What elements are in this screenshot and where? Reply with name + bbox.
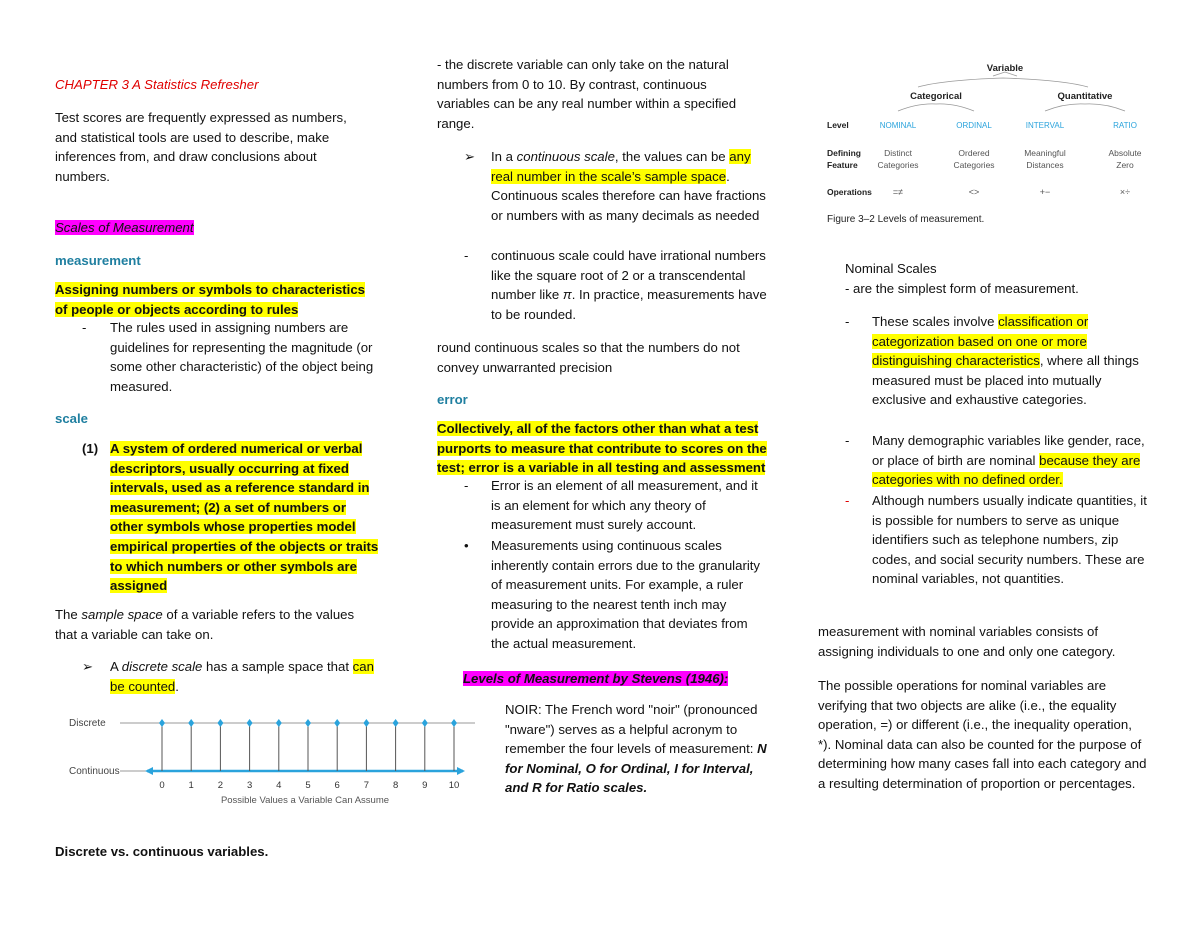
operations-row-label: Operations (827, 187, 872, 197)
scale-term: scale (55, 411, 89, 426)
levels-heading: Levels of Measurement by Stevens (1946): (463, 671, 729, 686)
operation-symbols: <> (968, 187, 980, 197)
rules-bullet: - The rules used in assigning numbers are guidelines for representing the magnitude (or some other characteristic) of the object being measured. (82, 318, 382, 396)
tick-label: 6 (334, 780, 340, 791)
levels-of-measurement-figure (823, 58, 1143, 230)
discrete-value-point (247, 719, 253, 727)
defining-feature: Absolute (1108, 148, 1142, 158)
irrational-bullet: - continuous scale could have irrational numbers like the square root of 2 or a transcendental number like π. In practice, measurements have to be rounded. (464, 248, 767, 322)
figure-3-2-caption: Figure 3–2 Levels of measurement. (827, 214, 985, 225)
noir-paragraph: NOIR: The French word "noir" (pronounced "nware") serves as a helpful acronym to remember the four levels of measurement: N for Nominal, O for Ordinal, I for Interval, and R for Ratio scales. (505, 702, 767, 796)
discrete-value-point (451, 719, 457, 727)
tick-label: 5 (305, 780, 311, 791)
tick-label: 7 (363, 780, 370, 791)
operation-symbols: =≠ (892, 187, 904, 197)
figure-root-label: Variable (986, 63, 1024, 74)
level-name: ORDINAL (956, 121, 992, 130)
error-term: error (437, 392, 468, 407)
discrete-value-point (393, 719, 399, 727)
defining-row-label-1: Defining (827, 148, 861, 158)
error-bullet-2: • Measurements using continuous scales inherently contain errors due to the granularity of measurement units. For example, a ruler measuring to the nearest tenth inch may provide an approximation that deviates from the actual measurement. (464, 538, 761, 651)
defining-feature: Meaningful (1024, 148, 1066, 158)
tick-label: 8 (392, 780, 399, 791)
discrete-scale-bullet: ➢ A discrete scale has a sample space that can be counted. (82, 659, 374, 694)
nominal-bullet-2: - Many demographic variables like gender, race, or place of birth are nominal because they are categories with no defined order. (845, 433, 1145, 488)
discrete-value-point (217, 719, 223, 727)
figure-caption: Discrete vs. continuous variables. (55, 844, 269, 859)
intro-paragraph: Test scores are frequently expressed as numbers, and statistical tools are used to describe, make inferences from, and draw conclusions about numbers. (55, 110, 347, 184)
level-name: NOMINAL (879, 121, 917, 130)
tick-label: 1 (188, 780, 194, 791)
measurement-term: measurement (55, 253, 141, 268)
defining-feature: Zero (1116, 160, 1134, 170)
error-definition: Collectively, all of the factors other than what a test purports to measure that contribute to scores on the test; error is a variable in all testing and assessment (437, 421, 767, 476)
error-bullet-1: - Error is an element of all measurement, and it is an element for which any theory of measurement must surely account. (464, 478, 758, 533)
tick-label: 9 (422, 780, 428, 791)
discrete-value-point (159, 719, 165, 727)
quantitative-label: Quantitative (1057, 91, 1113, 102)
tick-label: 2 (217, 780, 224, 791)
round-paragraph: round continuous scales so that the numbers do not convey unwarranted precision (437, 340, 740, 375)
figure-x-label: Possible Values a Variable Can Assume (220, 795, 390, 806)
level-name: RATIO (1113, 121, 1137, 130)
discrete-value-point (334, 719, 340, 727)
nominal-title: Nominal Scales (845, 261, 937, 276)
chapter-title: CHAPTER 3 A Statistics Refresher (55, 77, 259, 92)
operation-symbols: +− (1039, 187, 1051, 197)
discrete-value-point (188, 719, 194, 727)
discrete-value-point (276, 719, 282, 727)
sample-space-paragraph: The sample space of a variable refers to the values that a variable can take on. (55, 607, 355, 642)
continuous-row-label: Continuous (69, 766, 120, 777)
tick-label: 10 (448, 780, 460, 791)
continuous-scale-bullet: ➢ In a continuous scale, the values can be any real number in the scale’s sample space. Continuous scales therefore can have fractions or numbers with as many decimals as needed (464, 149, 766, 223)
discrete-value-point (305, 719, 311, 727)
level-row-label: Level (827, 120, 849, 130)
discrete-continuation: - the discrete variable can only take on the natural numbers from 0 to 10. By contrast, continuous variables can be any real number within a specified range. (437, 57, 737, 131)
nominal-subtitle: - are the simplest form of measurement. (845, 281, 1079, 296)
tick-label: 0 (159, 780, 165, 791)
rules-bullet-text: The rules used in assigning numbers are guidelines for representing the magnitude (or some other characteristic) of the object being measured. (110, 320, 374, 394)
measurement-definition: Assigning numbers or symbols to characteristics of people or objects according to rules (55, 282, 365, 317)
nominal-paragraph-1: measurement with nominal variables consists of assigning individuals to one and only one category. (818, 624, 1116, 659)
defining-feature: Ordered (958, 148, 990, 158)
nominal-paragraph-2: The possible operations for nominal variables are verifying that two objects are alike (i.e., the equality operation, =) or different (i.e., the inequality operation, *). Nominal data can also be counted for the purpose of determining how many cases fall into each category and a resulting determination of proportion or percentages. (818, 678, 1147, 791)
operation-symbols: ×÷ (1119, 187, 1131, 197)
discrete-value-point (363, 719, 369, 727)
discrete-value-point (422, 719, 428, 727)
tick-label: 4 (276, 780, 282, 791)
level-name: INTERVAL (1025, 121, 1065, 130)
tick-label: 3 (246, 780, 253, 791)
defining-feature: Distinct (884, 148, 912, 158)
defining-row-label-2: Feature (827, 160, 858, 170)
scale-definition: (1) A system of ordered numerical or verbal descriptors, usually occurring at fixed intervals, used as a reference standard in measurement; (2) a set of numbers or other symbols whose properties model empirical properties of the objects or traits to which numbers or other symbols are assigned (82, 441, 379, 594)
defining-feature: Categories (953, 160, 995, 170)
categorical-label: Categorical (910, 91, 962, 102)
scales-heading: Scales of Measurement (55, 220, 194, 235)
nominal-bullet-1: - These scales involve classification or categorization based on one or more distinguishing characteristics, where all things measured must be placed into mutually exclusive and exhaustive categories. (845, 314, 1139, 408)
discrete-continuous-figure (65, 710, 485, 820)
defining-feature: Categories (877, 160, 919, 170)
defining-feature: Distances (1026, 160, 1064, 170)
nominal-bullet-3: - Although numbers usually indicate quantities, it is possible for numbers to serve as unique identifiers such as telephone numbers, zip codes, and social security numbers. These are nominal variables, not quantities. (845, 493, 1147, 587)
discrete-row-label: Discrete (69, 718, 106, 729)
